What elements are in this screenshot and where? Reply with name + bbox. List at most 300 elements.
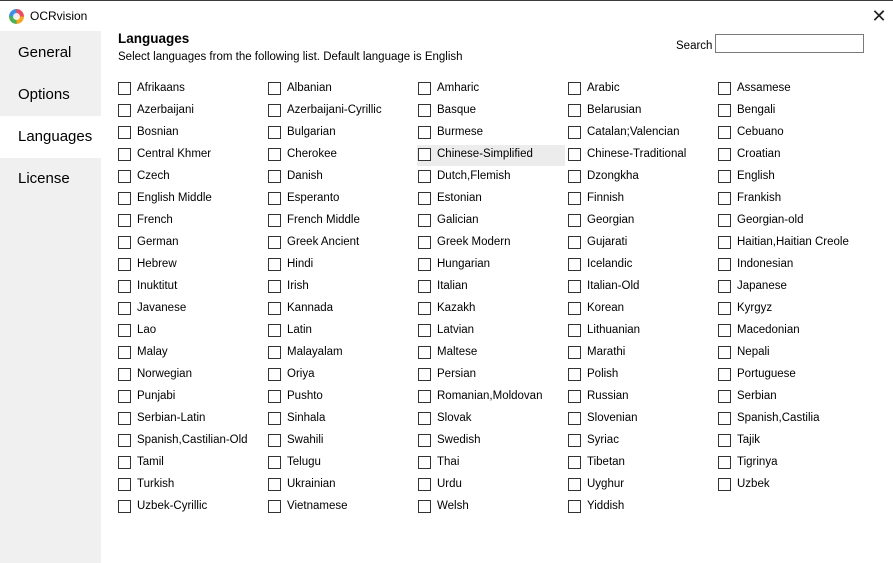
language-option[interactable] [267,79,415,100]
language-label: Oriya [287,368,315,380]
language-option[interactable] [267,123,415,144]
language-option[interactable] [417,299,565,320]
language-label: Italian-Old [587,280,640,292]
language-label: Bengali [737,104,776,116]
language-label: Yiddish [587,500,625,512]
checkbox-icon[interactable] [418,500,431,513]
language-label: Indonesian [737,258,794,270]
language-option[interactable] [417,189,565,210]
language-label: Tajik [737,434,761,446]
language-label: Estonian [437,192,482,204]
sidebar [0,31,101,563]
language-option[interactable] [717,123,865,144]
title-bar [0,1,893,31]
language-option[interactable] [117,453,265,474]
language-label: Czech [137,170,170,182]
language-option[interactable] [417,123,565,144]
checkbox-icon[interactable] [118,346,131,359]
checkbox-icon[interactable] [718,148,731,161]
language-option[interactable] [567,101,715,122]
checkbox-icon[interactable] [718,324,731,337]
language-option[interactable] [267,343,415,364]
language-label: Nepali [737,346,770,358]
language-label: Ukrainian [287,478,336,490]
checkbox-icon[interactable] [268,280,281,293]
checkbox-icon[interactable] [418,280,431,293]
language-label: Kannada [287,302,334,314]
language-label: Hindi [287,258,314,270]
language-label: Slovenian [587,412,638,424]
language-label: Bosnian [137,126,179,138]
language-label: Latvian [437,324,475,336]
checkbox-icon[interactable] [418,302,431,315]
checkbox-icon[interactable] [118,280,131,293]
sidebar-item-general[interactable]: General [18,44,72,61]
checkbox-icon[interactable] [718,390,731,403]
language-label: Urdu [437,478,462,490]
language-label: Tibetan [587,456,625,468]
language-option[interactable] [117,79,265,100]
checkbox-icon[interactable] [718,170,731,183]
language-label: Dzongkha [587,170,639,182]
checkbox-icon[interactable] [568,170,581,183]
language-option[interactable] [117,145,265,166]
language-label: Basque [437,104,477,116]
language-option[interactable] [717,409,865,430]
language-label: Haitian,Haitian Creole [737,236,849,248]
language-label: Greek Modern [437,236,511,248]
language-option[interactable] [267,101,415,122]
language-label: Burmese [437,126,484,138]
language-label: Kazakh [437,302,476,314]
checkbox-icon[interactable] [718,302,731,315]
checkbox-icon[interactable] [268,368,281,381]
checkbox-icon[interactable] [118,192,131,205]
language-option[interactable] [417,497,565,518]
checkbox-icon[interactable] [118,236,131,249]
language-label: Lithuanian [587,324,641,336]
language-option[interactable] [417,431,565,452]
language-label: Danish [287,170,323,182]
language-label: Bulgarian [287,126,336,138]
language-option[interactable] [717,233,865,254]
language-option[interactable] [567,409,715,430]
language-label: Azerbaijani [137,104,194,116]
language-option[interactable] [267,277,415,298]
language-option[interactable] [417,211,565,232]
language-label: Spanish,Castilia [737,412,820,424]
language-label: Javanese [137,302,187,314]
language-label: Cherokee [287,148,337,160]
checkbox-icon[interactable] [418,456,431,469]
language-option[interactable] [417,475,565,496]
checkbox-icon[interactable] [418,434,431,447]
language-option[interactable] [417,167,565,188]
language-option[interactable] [267,233,415,254]
language-label: Chinese-Traditional [587,148,687,160]
language-label: Belarusian [587,104,642,116]
language-option[interactable] [267,497,415,518]
language-option[interactable] [117,233,265,254]
language-option[interactable] [417,387,565,408]
language-label: Uzbek [737,478,770,490]
language-label: Portuguese [737,368,796,380]
language-option[interactable] [567,167,715,188]
language-option[interactable] [417,255,565,276]
checkbox-icon[interactable] [568,280,581,293]
checkbox-icon[interactable] [718,104,731,117]
checkbox-icon[interactable] [568,302,581,315]
checkbox-icon[interactable] [418,368,431,381]
language-label: Amharic [437,82,480,94]
language-option[interactable] [417,365,565,386]
checkbox-icon[interactable] [418,390,431,403]
language-label: Maltese [437,346,478,358]
checkbox-icon[interactable] [718,478,731,491]
language-option[interactable] [267,453,415,474]
language-label: Galician [437,214,479,226]
checkbox-icon[interactable] [268,104,281,117]
language-option[interactable] [567,277,715,298]
language-label: Tigrinya [737,456,778,468]
language-option[interactable] [717,79,865,100]
language-option[interactable] [267,365,415,386]
checkbox-icon[interactable] [268,258,281,271]
language-label: Tamil [137,456,164,468]
checkbox-icon[interactable] [118,368,131,381]
checkbox-icon[interactable] [118,148,131,161]
language-label: Slovak [437,412,472,424]
checkbox-icon[interactable] [718,214,731,227]
language-label: Polish [587,368,619,380]
checkbox-icon[interactable] [118,214,131,227]
language-option[interactable] [417,409,565,430]
language-label: Latin [287,324,312,336]
language-label: German [137,236,179,248]
checkbox-icon[interactable] [718,236,731,249]
checkbox-icon[interactable] [568,346,581,359]
language-checkbox-grid [117,79,877,519]
language-label: Welsh [437,500,469,512]
language-option[interactable] [567,321,715,342]
language-label: Finnish [587,192,625,204]
language-option[interactable] [417,343,565,364]
checkbox-icon[interactable] [118,170,131,183]
language-option[interactable] [567,475,715,496]
checkbox-icon[interactable] [268,324,281,337]
language-label: Lao [137,324,157,336]
language-option[interactable] [117,123,265,144]
language-label: Hungarian [437,258,491,270]
language-label: Chinese-Simplified [437,148,533,160]
language-option[interactable] [717,453,865,474]
checkbox-icon[interactable] [568,258,581,271]
language-option[interactable] [117,431,265,452]
language-option[interactable] [417,79,565,100]
checkbox-icon[interactable] [268,456,281,469]
language-option[interactable] [117,409,265,430]
language-option[interactable] [717,475,865,496]
checkbox-icon[interactable] [118,456,131,469]
language-option[interactable] [567,255,715,276]
checkbox-icon[interactable] [268,434,281,447]
language-option[interactable] [117,167,265,188]
language-option[interactable] [717,189,865,210]
language-label: Central Khmer [137,148,212,160]
language-option[interactable] [267,255,415,276]
language-label: Pushto [287,390,323,402]
checkbox-icon[interactable] [118,104,131,117]
language-label: Croatian [737,148,781,160]
checkbox-icon[interactable] [418,346,431,359]
checkbox-icon[interactable] [718,258,731,271]
language-option[interactable] [117,497,265,518]
checkbox-icon[interactable] [418,126,431,139]
checkbox-icon[interactable] [418,214,431,227]
checkbox-icon[interactable] [118,324,131,337]
language-option[interactable] [717,343,865,364]
checkbox-icon[interactable] [418,258,431,271]
language-option[interactable] [267,167,415,188]
checkbox-icon[interactable] [118,478,131,491]
language-label: Japanese [737,280,787,292]
checkbox-icon[interactable] [418,192,431,205]
language-label: Dutch,Flemish [437,170,511,182]
checkbox-icon[interactable] [568,412,581,425]
checkbox-icon[interactable] [568,500,581,513]
checkbox-icon[interactable] [568,214,581,227]
language-label: Georgian-old [737,214,804,226]
language-option[interactable] [267,409,415,430]
language-option[interactable] [117,211,265,232]
language-option[interactable] [717,145,865,166]
checkbox-icon[interactable] [718,456,731,469]
search-input[interactable] [715,34,864,53]
page-title: Languages [118,31,190,46]
language-label: French Middle [287,214,360,226]
checkbox-icon[interactable] [718,346,731,359]
language-option[interactable] [117,365,265,386]
language-label: Afrikaans [137,82,185,94]
checkbox-icon[interactable] [568,390,581,403]
language-label: Telugu [287,456,321,468]
language-option[interactable] [117,475,265,496]
language-label: Spanish,Castilian-Old [137,434,248,446]
language-label: Irish [287,280,309,292]
language-label: Swahili [287,434,324,446]
language-label: English Middle [137,192,212,204]
checkbox-icon[interactable] [268,346,281,359]
checkbox-icon[interactable] [268,214,281,227]
checkbox-icon[interactable] [718,126,731,139]
language-option[interactable] [717,101,865,122]
language-option[interactable] [117,299,265,320]
language-option[interactable] [567,343,715,364]
language-option[interactable] [717,255,865,276]
checkbox-icon[interactable] [118,82,131,95]
sidebar-item-options[interactable]: Options [18,86,70,103]
language-label: Macedonian [737,324,800,336]
checkbox-icon[interactable] [568,434,581,447]
language-option[interactable] [417,321,565,342]
checkbox-icon[interactable] [568,456,581,469]
language-option[interactable] [567,387,715,408]
language-label: Georgian [587,214,635,226]
language-label: Turkish [137,478,175,490]
language-option[interactable] [717,299,865,320]
checkbox-icon[interactable] [118,390,131,403]
checkbox-icon[interactable] [268,390,281,403]
language-label: Esperanto [287,192,340,204]
language-option[interactable] [567,233,715,254]
language-option[interactable] [717,431,865,452]
language-option[interactable] [417,145,565,166]
checkbox-icon[interactable] [418,170,431,183]
language-option[interactable] [417,233,565,254]
checkbox-icon[interactable] [718,192,731,205]
language-label: Serbian-Latin [137,412,206,424]
language-label: Italian [437,280,468,292]
close-icon[interactable]: ✕ [871,6,887,26]
language-label: Korean [587,302,625,314]
checkbox-icon[interactable] [418,236,431,249]
language-label: Norwegian [137,368,192,380]
language-option[interactable] [717,387,865,408]
checkbox-icon[interactable] [268,412,281,425]
checkbox-icon[interactable] [118,126,131,139]
language-option[interactable] [267,211,415,232]
checkbox-icon[interactable] [718,412,731,425]
checkbox-icon[interactable] [418,148,431,161]
checkbox-icon[interactable] [418,412,431,425]
checkbox-icon[interactable] [718,368,731,381]
language-label: Uzbek-Cyrillic [137,500,208,512]
language-option[interactable] [717,211,865,232]
language-option[interactable] [417,101,565,122]
language-option[interactable] [417,277,565,298]
language-option[interactable] [117,101,265,122]
language-option[interactable] [267,475,415,496]
language-label: Assamese [737,82,791,94]
language-option[interactable] [117,387,265,408]
language-option[interactable] [567,431,715,452]
language-label: Greek Ancient [287,236,360,248]
language-option[interactable] [117,189,265,210]
checkbox-icon[interactable] [268,148,281,161]
language-option[interactable] [717,167,865,188]
checkbox-icon[interactable] [568,82,581,95]
checkbox-icon[interactable] [568,192,581,205]
checkbox-icon[interactable] [568,126,581,139]
language-option[interactable] [417,453,565,474]
checkbox-icon[interactable] [118,302,131,315]
language-label: Persian [437,368,476,380]
language-option[interactable] [717,321,865,342]
checkbox-icon[interactable] [118,258,131,271]
language-option[interactable] [117,255,265,276]
language-option[interactable] [117,277,265,298]
language-label: Marathi [587,346,626,358]
checkbox-icon[interactable] [568,324,581,337]
language-option[interactable] [567,211,715,232]
language-option[interactable] [567,497,715,518]
sidebar-item-languages[interactable]: Languages [0,116,101,158]
language-option[interactable] [267,431,415,452]
checkbox-icon[interactable] [268,478,281,491]
language-option[interactable] [567,123,715,144]
checkbox-icon[interactable] [268,236,281,249]
language-label: Thai [437,456,460,468]
checkbox-icon[interactable] [118,412,131,425]
checkbox-icon[interactable] [418,104,431,117]
language-option[interactable] [567,299,715,320]
checkbox-icon[interactable] [268,500,281,513]
checkbox-icon[interactable] [118,500,131,513]
language-label: Azerbaijani-Cyrillic [287,104,382,116]
language-label: Syriac [587,434,619,446]
checkbox-icon[interactable] [268,302,281,315]
checkbox-icon[interactable] [718,434,731,447]
language-option[interactable] [267,321,415,342]
checkbox-icon[interactable] [268,82,281,95]
language-label: Malay [137,346,168,358]
language-option[interactable] [567,79,715,100]
page-subtitle: Select languages from the following list. Default language is English [118,51,463,63]
checkbox-icon[interactable] [268,126,281,139]
language-label: Swedish [437,434,481,446]
language-label: Arabic [587,82,620,94]
search-label: Search [676,40,713,52]
checkbox-icon[interactable] [268,170,281,183]
checkbox-icon[interactable] [568,148,581,161]
language-option[interactable] [117,321,265,342]
ocrvision-logo-icon [9,9,24,24]
language-label: Vietnamese [287,500,348,512]
checkbox-icon[interactable] [718,280,731,293]
language-label: Sinhala [287,412,326,424]
language-option[interactable] [117,343,265,364]
language-option[interactable] [567,189,715,210]
language-label: Inuktitut [137,280,178,292]
checkbox-icon[interactable] [718,82,731,95]
checkbox-icon[interactable] [418,324,431,337]
language-option[interactable] [267,145,415,166]
language-option[interactable] [567,365,715,386]
language-option[interactable] [717,277,865,298]
checkbox-icon[interactable] [568,478,581,491]
language-option[interactable] [567,145,715,166]
checkbox-icon[interactable] [418,478,431,491]
checkbox-icon[interactable] [568,236,581,249]
language-option[interactable] [717,365,865,386]
checkbox-icon[interactable] [568,104,581,117]
language-label: Serbian [737,390,777,402]
language-label: Russian [587,390,629,402]
language-option[interactable] [267,299,415,320]
checkbox-icon[interactable] [418,82,431,95]
language-label: English [737,170,775,182]
language-option[interactable] [567,453,715,474]
checkbox-icon[interactable] [568,368,581,381]
language-label: Frankish [737,192,782,204]
language-option[interactable] [267,387,415,408]
language-option[interactable] [267,189,415,210]
language-label: Kyrgyz [737,302,773,314]
checkbox-icon[interactable] [118,434,131,447]
sidebar-item-license[interactable]: License [18,170,70,187]
language-label: Gujarati [587,236,628,248]
checkbox-icon[interactable] [268,192,281,205]
